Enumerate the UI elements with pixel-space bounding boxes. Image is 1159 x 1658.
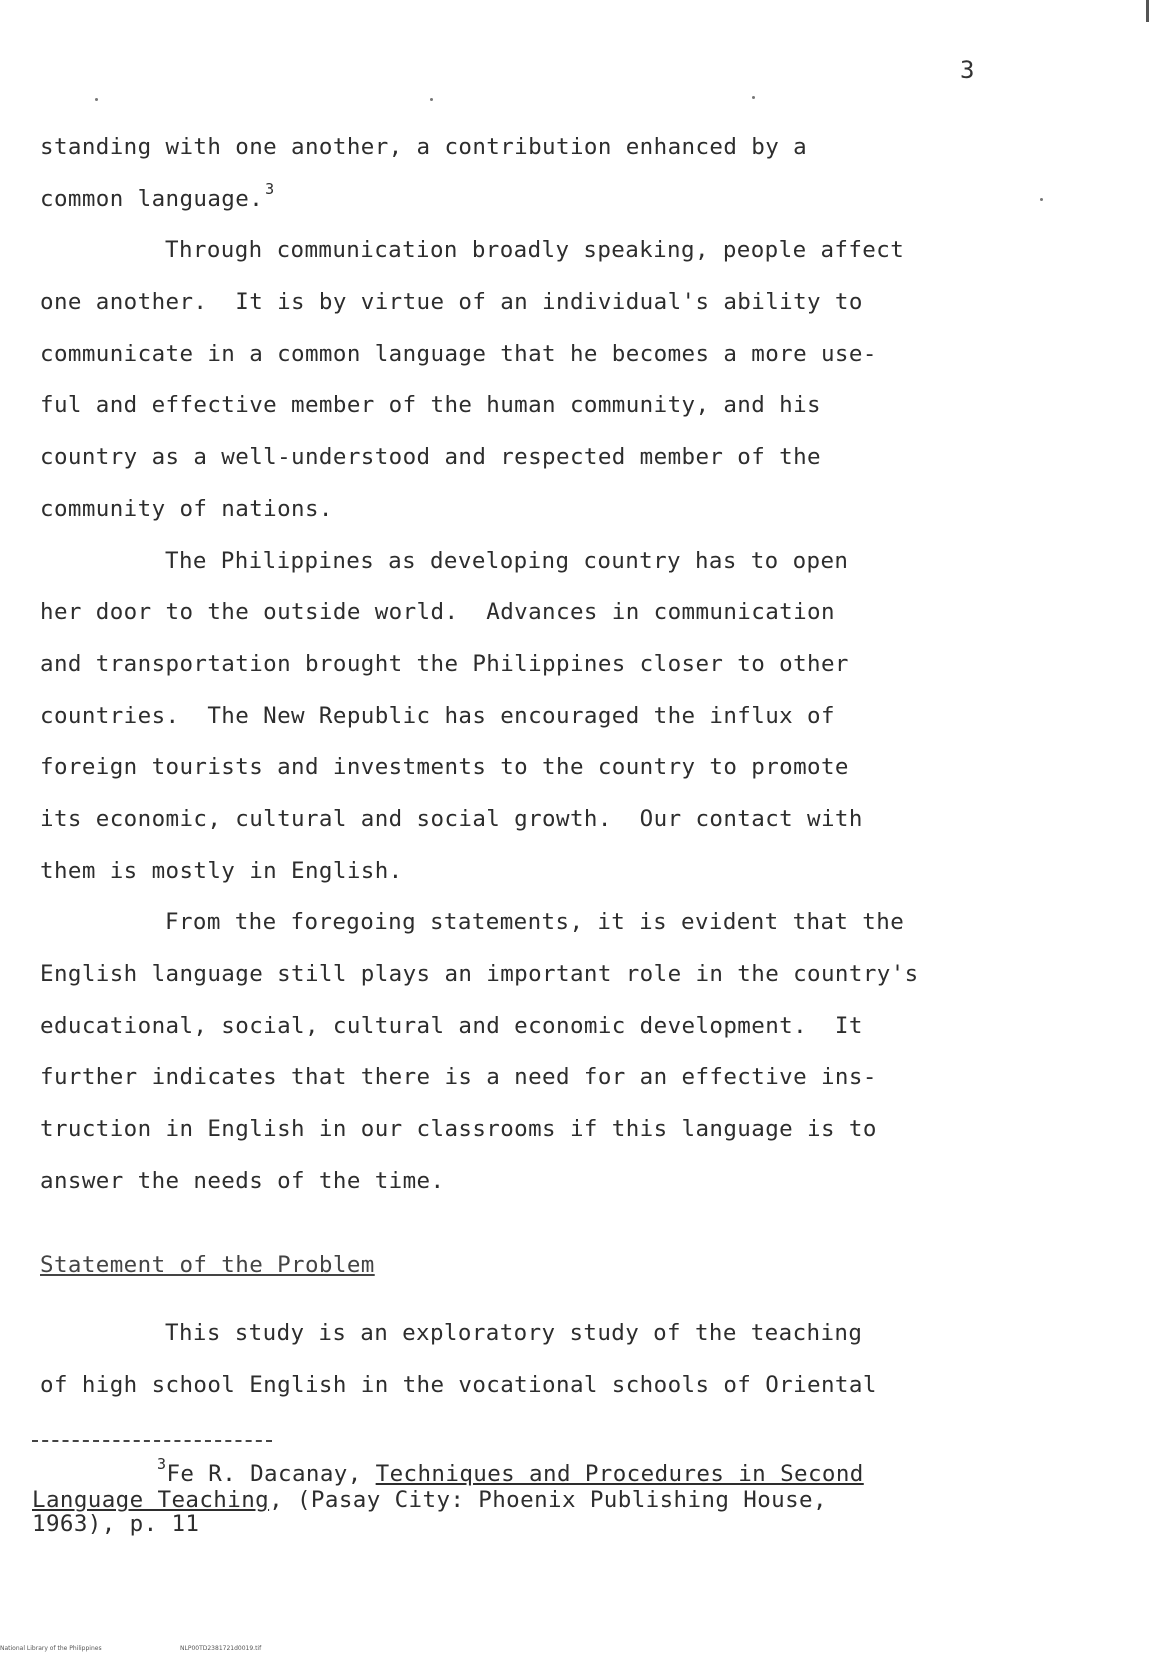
text-line: English language still plays an important role in the country's [40, 961, 919, 987]
text-line: communicate in a common language that he becomes a more use- [40, 340, 877, 367]
paragraph-first-line: This study is an exploratory study of the teaching [165, 1320, 863, 1346]
footnote-marker: 3 [265, 179, 275, 198]
footnote-separator [32, 1440, 272, 1442]
footnote-line: 1963), p. 11 [32, 1511, 200, 1537]
footnote-line [32, 1455, 1092, 1488]
section-text [40, 1308, 1080, 1411]
text-line-content: common language. [40, 185, 264, 212]
text-line: country as a well-understood and respected member of the [40, 444, 821, 471]
footnote-title: Language Teaching [32, 1487, 270, 1513]
scan-speck [752, 96, 755, 99]
text-line: ful and effective member of the human community, and his [40, 392, 821, 419]
paragraph-first-line: From the foregoing statements, it is evident that the [165, 909, 905, 936]
footnote [32, 1455, 1092, 1537]
text-line: her door to the outside world. Advances in communication [40, 599, 835, 626]
body-text [40, 122, 1080, 1207]
text-line: and transportation brought the Philippines closer to other [40, 650, 849, 677]
scan-speck [430, 98, 433, 101]
text-line: educational, social, cultural and economic development. It [40, 1012, 863, 1039]
footnote-number: 3 [157, 1455, 167, 1473]
section-heading: Statement of the Problem [40, 1252, 375, 1278]
footnote-title: Techniques and Procedures in Second [375, 1461, 864, 1487]
footnote-author: Fe R. Dacanay, [166, 1461, 376, 1487]
footnote-line [32, 1488, 1092, 1512]
paragraph-first-line: Through communication broadly speaking, people affect [165, 237, 905, 264]
scan-speck [95, 98, 98, 101]
text-line [40, 174, 1080, 226]
text-line: one another. It is by virtue of an individual's ability to [40, 289, 863, 316]
text-line: further indicates that there is a need for an effective ins- [40, 1064, 877, 1091]
text-line: standing with one another, a contribution enhanced by a [40, 134, 808, 160]
scan-speck [1040, 198, 1043, 201]
paragraph-first-line: The Philippines as developing country has to open [165, 547, 849, 574]
text-line: answer the needs of the time. [40, 1167, 445, 1194]
archive-library-label: National Library of the Philippines [0, 1645, 102, 1652]
text-line: of high school English in the vocational schools of Oriental [40, 1371, 877, 1398]
scan-edge-mark [1146, 0, 1149, 22]
text-line: truction in English in our classrooms if this language is to [40, 1116, 877, 1143]
footnote-publisher: , (Pasay City: Phoenix Publishing House, [269, 1487, 827, 1513]
text-line: them is mostly in English. [40, 857, 403, 884]
text-line: countries. The New Republic has encouraged the influx of [40, 702, 835, 729]
text-line: its economic, cultural and social growth. Our contact with [40, 805, 863, 832]
text-line: community of nations. [40, 495, 333, 522]
page-number: 3 [960, 56, 975, 84]
text-line: foreign tourists and investments to the country to promote [40, 754, 849, 781]
archive-file-id: NLP00TD2381721d0019.tif [180, 1645, 262, 1652]
